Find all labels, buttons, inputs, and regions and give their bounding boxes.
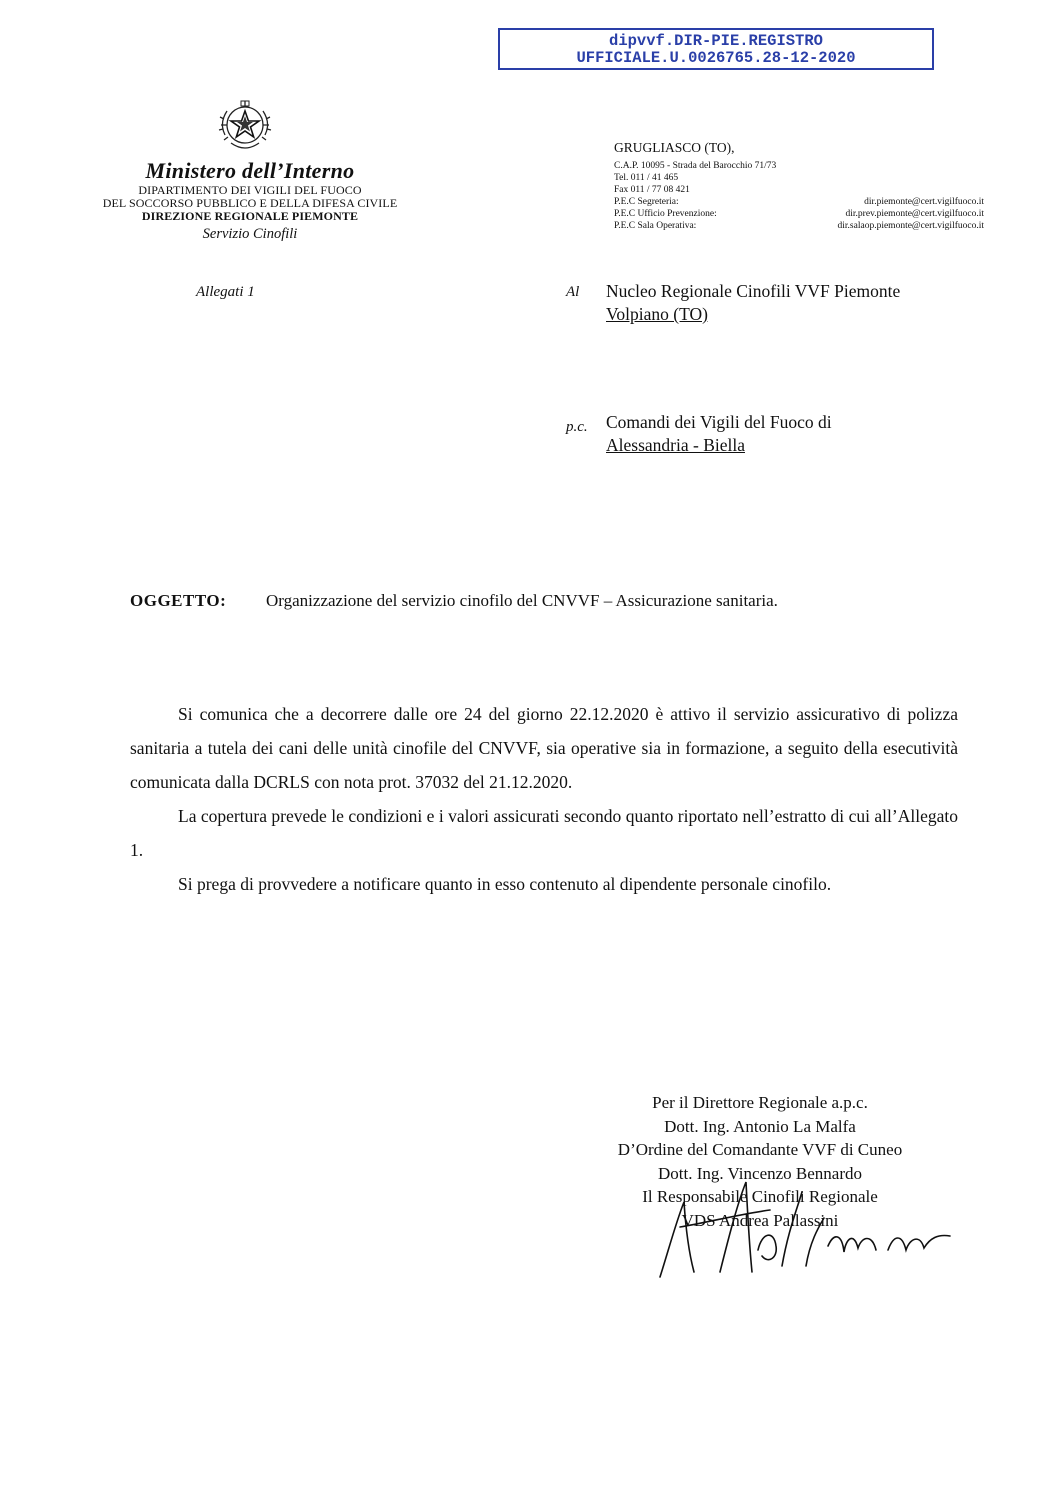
- signature-line-1: Per il Direttore Regionale a.p.c.: [652, 1093, 868, 1112]
- regional-direction: DIREZIONE REGIONALE PIEMONTE: [141, 209, 359, 223]
- signature-line-4: Dott. Ing. Vincenzo Bennardo: [657, 1163, 863, 1183]
- pec-row: [614, 208, 984, 220]
- subject-text: Organizzazione del servizio cinofilo del CNVVF – Assicurazione sanitaria.: [266, 591, 778, 610]
- address-cap: C.A.P. 10095 - Strada del Barocchio 71/73: [614, 161, 777, 171]
- body-paragraph-1: Si comunica che a decorrere dalle ore 24 del giorno 22.12.2020 è attivo il servizio assicurativo di polizza sanitaria a tutela dei cani delle unità cinofile del CNVVF, sia operative sia in formazione, a seguito della esecutività comunicata dalla DCRLS con nota prot. 37032 del 21.12.2020.: [130, 704, 958, 792]
- pec-email: dir.salaop.piemonte@cert.vigilfuoco.it: [837, 221, 984, 231]
- recipient-cc-line-2: Alessandria - Biella: [606, 435, 745, 455]
- pec-label: P.E.C Segreteria:: [614, 197, 679, 207]
- address-tel: Tel. 011 / 41 465: [614, 173, 679, 183]
- ministry-header: [100, 158, 400, 244]
- handwritten-signature-icon: [650, 1172, 960, 1282]
- italian-republic-emblem-icon: [215, 95, 275, 155]
- pec-row: [614, 196, 984, 208]
- pec-row: [614, 220, 984, 232]
- recipient-cc-line-1: Comandi dei Vigili del Fuoco di: [606, 412, 832, 432]
- subject-label: OGGETTO:: [130, 591, 227, 610]
- ministry-name: Ministero dell’Interno: [145, 158, 355, 183]
- address-block: [614, 160, 984, 232]
- recipient-to-label: Al: [566, 284, 580, 300]
- pec-label: P.E.C Sala Operativa:: [614, 221, 697, 231]
- pec-email: dir.prev.piemonte@cert.vigilfuoco.it: [845, 209, 984, 219]
- pec-email: dir.piemonte@cert.vigilfuoco.it: [864, 197, 984, 207]
- signature-line-3: D’Ordine del Comandante VVF di Cuneo: [617, 1140, 903, 1159]
- stamp-line-2: UFFICIALE.U.0026765.28-12-2020: [576, 49, 856, 67]
- letter-body: [130, 697, 958, 901]
- attachments-note: Allegati 1: [196, 284, 255, 300]
- address-fax: Fax 011 / 77 08 421: [614, 185, 690, 195]
- department-line-1: DIPARTIMENTO DEI VIGILI DEL FUOCO: [138, 183, 362, 197]
- service-name: Servizio Cinofili: [202, 226, 298, 242]
- signature-line-6: VDS Andrea Pallassini: [681, 1210, 839, 1230]
- recipient-to-line-2: Volpiano (TO): [606, 304, 708, 324]
- signature-line-5: Il Responsabile Cinofili Regionale: [642, 1187, 878, 1206]
- department-line-2: DEL SOCCORSO PUBBLICO E DELLA DIFESA CIVILE: [102, 196, 398, 210]
- signature-line-2: Dott. Ing. Antonio La Malfa: [664, 1116, 856, 1136]
- pec-label: P.E.C Ufficio Prevenzione:: [614, 209, 717, 219]
- recipient-to: [606, 280, 900, 326]
- recipient-cc-label: p.c.: [566, 419, 588, 435]
- protocol-stamp: [498, 28, 934, 70]
- body-paragraph-3: Si prega di provvedere a notificare quanto in esso contenuto al dipendente personale cinofilo.: [178, 874, 832, 894]
- body-paragraph-2: La copertura prevede le condizioni e i valori assicurati secondo quanto riportato nell’estratto di cui all’Allegato 1.: [130, 806, 958, 860]
- recipient-to-line-1: Nucleo Regionale Cinofili VVF Piemonte: [606, 281, 901, 301]
- address-city: GRUGLIASCO (TO),: [614, 140, 735, 155]
- stamp-line-1: dipvvf.DIR-PIE.REGISTRO: [609, 32, 823, 50]
- recipient-cc: [606, 411, 832, 457]
